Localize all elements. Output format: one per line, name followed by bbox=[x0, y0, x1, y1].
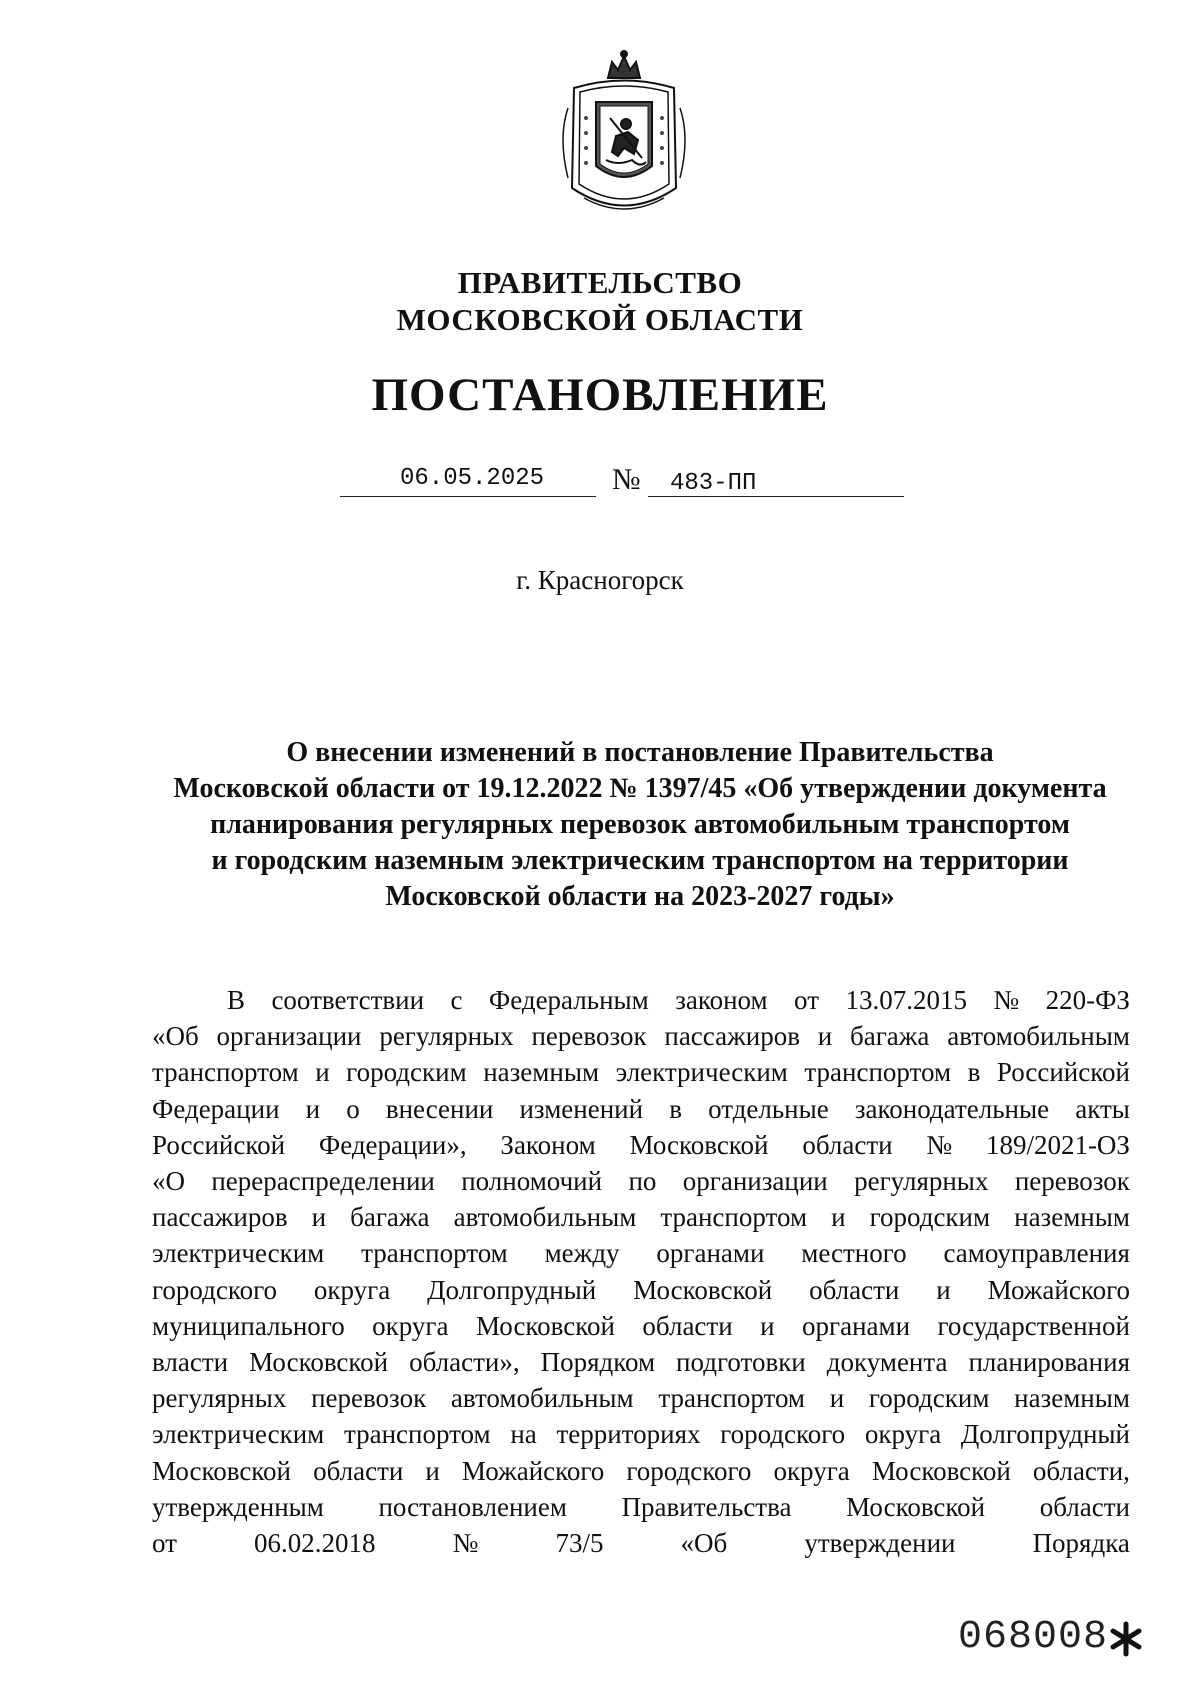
body-line bbox=[152, 1163, 1130, 1199]
title-line: Московской области на 2023-2027 годы» bbox=[385, 881, 895, 912]
body-line bbox=[152, 1344, 1130, 1380]
body-word: Московской bbox=[475, 1310, 615, 1341]
body-word: Можайского bbox=[987, 1274, 1130, 1305]
body-line bbox=[152, 1416, 1130, 1452]
body-word: области bbox=[1039, 1491, 1130, 1522]
body-word: транспортом bbox=[660, 1202, 808, 1233]
body-word: утвержденным bbox=[152, 1491, 324, 1522]
body-word: 189/2021-ОЗ bbox=[985, 1129, 1130, 1160]
body-word: пассажиров bbox=[664, 1021, 800, 1052]
body-word: автомобильным bbox=[450, 1383, 634, 1414]
body-word: Московской bbox=[249, 1347, 389, 1378]
body-word: Долгопрудный bbox=[427, 1274, 597, 1305]
body-line bbox=[152, 1380, 1130, 1416]
body-word: транспортом bbox=[343, 1419, 491, 1450]
body-word: наземным bbox=[1014, 1202, 1130, 1233]
body-word: Федеральным bbox=[488, 985, 649, 1015]
body-word: транспортом bbox=[658, 1383, 806, 1414]
body-word: городским bbox=[868, 1383, 990, 1414]
body-word: Московской bbox=[152, 1455, 292, 1486]
serial-number: 068008 bbox=[958, 1615, 1109, 1660]
body-word: электрическим bbox=[615, 1057, 788, 1088]
body-word: округа bbox=[372, 1310, 449, 1341]
body-word: городского bbox=[152, 1274, 277, 1305]
body-word: Порядка bbox=[1032, 1528, 1130, 1559]
body-line bbox=[152, 1091, 1130, 1127]
body-word: перераспределении bbox=[211, 1166, 435, 1197]
body-word: Законом bbox=[500, 1129, 596, 1160]
body-word: от bbox=[152, 1528, 177, 1559]
document-type: ПОСТАНОВЛЕНИЕ bbox=[371, 369, 829, 421]
body-word: городского bbox=[720, 1419, 846, 1450]
body-word: области bbox=[809, 1274, 900, 1305]
document-date: 06.05.2025 bbox=[400, 465, 545, 492]
body-word: № bbox=[926, 1129, 953, 1160]
body-word: утверждении bbox=[804, 1528, 956, 1559]
number-underline bbox=[648, 496, 904, 497]
body-word: перевозок bbox=[311, 1383, 427, 1414]
date-underline bbox=[340, 496, 596, 497]
body-word: и bbox=[760, 1310, 775, 1341]
body-word: между bbox=[544, 1238, 620, 1269]
organization-name-line1: ПРАВИТЕЛЬСТВО bbox=[457, 265, 743, 300]
body-word: по bbox=[628, 1166, 657, 1197]
body-word: 13.07.2015 bbox=[845, 985, 967, 1015]
body-word: багажа bbox=[850, 1021, 930, 1052]
body-word: перевозок bbox=[1014, 1166, 1130, 1197]
body-word: организации bbox=[682, 1166, 828, 1197]
body-word: наземным bbox=[483, 1057, 600, 1088]
body-word: органами bbox=[656, 1238, 765, 1269]
body-word: «О bbox=[152, 1166, 185, 1197]
body-word: автомобильным bbox=[453, 1202, 637, 1233]
body-text bbox=[152, 982, 1130, 1561]
body-word: отдельные bbox=[708, 1093, 829, 1124]
body-word: в bbox=[967, 1057, 981, 1088]
organization-name-line2: МОСКОВСКОЙ ОБЛАСТИ bbox=[396, 302, 804, 337]
body-word: автомобильным bbox=[947, 1021, 1130, 1052]
body-word: и bbox=[817, 1021, 833, 1052]
title-line: Московской области от 19.12.2022 № 1397/45 «Об утверждении документа bbox=[173, 773, 1107, 804]
body-word: от bbox=[794, 985, 819, 1015]
body-line bbox=[152, 1018, 1130, 1054]
body-word: территориях bbox=[556, 1419, 701, 1450]
body-word: транспортом bbox=[804, 1057, 952, 1088]
body-word: 06.02.2018 bbox=[254, 1528, 376, 1559]
body-word: 73/5 bbox=[555, 1528, 604, 1559]
body-word: с bbox=[450, 985, 463, 1015]
body-word: округа bbox=[773, 1455, 850, 1486]
body-word: округа bbox=[313, 1274, 391, 1305]
document-number: 483-ПП bbox=[670, 470, 757, 497]
body-word: Московской bbox=[629, 1129, 769, 1160]
body-word: Федерации», bbox=[318, 1129, 467, 1160]
body-word: Московской bbox=[846, 1491, 986, 1522]
body-word: наземным bbox=[1014, 1383, 1130, 1414]
body-word: Московской bbox=[871, 1455, 1011, 1486]
body-line bbox=[152, 1054, 1130, 1090]
body-word: внесении bbox=[385, 1093, 494, 1124]
body-word: регулярных bbox=[379, 1021, 514, 1052]
document-title bbox=[150, 735, 1130, 915]
body-word: в bbox=[669, 1093, 682, 1124]
body-line bbox=[152, 1308, 1130, 1344]
body-word: власти bbox=[152, 1347, 229, 1378]
body-word: на bbox=[510, 1419, 537, 1450]
body-line bbox=[152, 1127, 1130, 1163]
body-word: № bbox=[452, 1528, 479, 1559]
body-word: государственной bbox=[937, 1310, 1130, 1341]
body-word: полномочий bbox=[461, 1166, 603, 1197]
body-word: и bbox=[305, 1093, 321, 1124]
body-line bbox=[152, 1525, 1130, 1561]
body-word: и bbox=[311, 1202, 327, 1233]
body-word: округа bbox=[864, 1419, 942, 1450]
body-word: о bbox=[346, 1093, 360, 1124]
body-word: и bbox=[425, 1455, 440, 1486]
body-word: и bbox=[315, 1057, 330, 1088]
body-word: области, bbox=[1032, 1455, 1130, 1486]
body-word: местного bbox=[801, 1238, 907, 1269]
body-word: Московской bbox=[633, 1274, 773, 1305]
body-word: акты bbox=[1075, 1093, 1130, 1124]
body-word: электрическим bbox=[152, 1238, 325, 1269]
body-word: транспортом bbox=[152, 1057, 299, 1088]
body-word: перевозок bbox=[531, 1021, 647, 1052]
body-word: законом bbox=[675, 985, 768, 1015]
body-word: Российской bbox=[152, 1129, 286, 1160]
body-word: самоуправления bbox=[943, 1238, 1130, 1269]
body-word: изменений bbox=[519, 1093, 644, 1124]
title-line: планирования регулярных перевозок автомобильным транспортом bbox=[210, 809, 1070, 840]
body-line bbox=[152, 1272, 1130, 1308]
body-word: муниципального bbox=[152, 1310, 345, 1341]
body-word: и bbox=[829, 1383, 845, 1414]
body-word: документа bbox=[826, 1347, 948, 1378]
body-word: области bbox=[313, 1455, 404, 1486]
body-line bbox=[152, 982, 1130, 1018]
body-line bbox=[152, 1489, 1130, 1525]
body-word: законодательные bbox=[854, 1093, 1050, 1124]
body-word: городским bbox=[346, 1057, 467, 1088]
body-word: В bbox=[227, 985, 246, 1015]
body-word: № bbox=[993, 985, 1020, 1015]
body-word: соответствии bbox=[271, 985, 425, 1015]
title-line: и городским наземным электрическим транспортом на территории bbox=[211, 845, 1069, 876]
body-line bbox=[152, 1453, 1130, 1489]
body-word: регулярных bbox=[152, 1383, 287, 1414]
asterisk-icon bbox=[1108, 1621, 1144, 1657]
body-word: Российской bbox=[996, 1057, 1130, 1088]
body-word: Порядком bbox=[540, 1347, 656, 1378]
body-word: органами bbox=[802, 1310, 911, 1341]
body-word: электрическим bbox=[152, 1419, 325, 1450]
body-word: Можайского bbox=[461, 1455, 605, 1486]
title-line: О внесении изменений в постановление Правительства bbox=[286, 737, 994, 768]
number-sign: № bbox=[612, 463, 641, 496]
body-word: багажа bbox=[350, 1202, 430, 1233]
body-word: и bbox=[831, 1202, 846, 1233]
body-word: постановлением bbox=[378, 1491, 567, 1522]
place-of-issue: г. Красногорск bbox=[516, 565, 684, 595]
body-word: области bbox=[642, 1310, 733, 1341]
body-line bbox=[152, 1235, 1130, 1271]
body-word: пассажиров bbox=[152, 1202, 288, 1233]
body-word: городским bbox=[869, 1202, 991, 1233]
body-word: Долгопрудный bbox=[960, 1419, 1130, 1450]
body-word: регулярных bbox=[854, 1166, 989, 1197]
body-word: подготовки bbox=[676, 1347, 806, 1378]
body-word: «Об bbox=[152, 1021, 199, 1052]
body-word: планирования bbox=[968, 1347, 1130, 1378]
body-word: и bbox=[936, 1274, 951, 1305]
body-word: области bbox=[802, 1129, 893, 1160]
body-word: Федерации bbox=[152, 1093, 280, 1124]
body-word: Правительства bbox=[621, 1491, 792, 1522]
body-word: организации bbox=[216, 1021, 362, 1052]
body-word: городского bbox=[626, 1455, 752, 1486]
body-word: 220-ФЗ bbox=[1045, 985, 1130, 1015]
body-word: транспортом bbox=[361, 1238, 508, 1269]
body-word: области», bbox=[409, 1347, 520, 1378]
body-word: «Об bbox=[680, 1528, 728, 1559]
coat-of-arms-emblem bbox=[554, 48, 694, 226]
body-line bbox=[152, 1199, 1130, 1235]
